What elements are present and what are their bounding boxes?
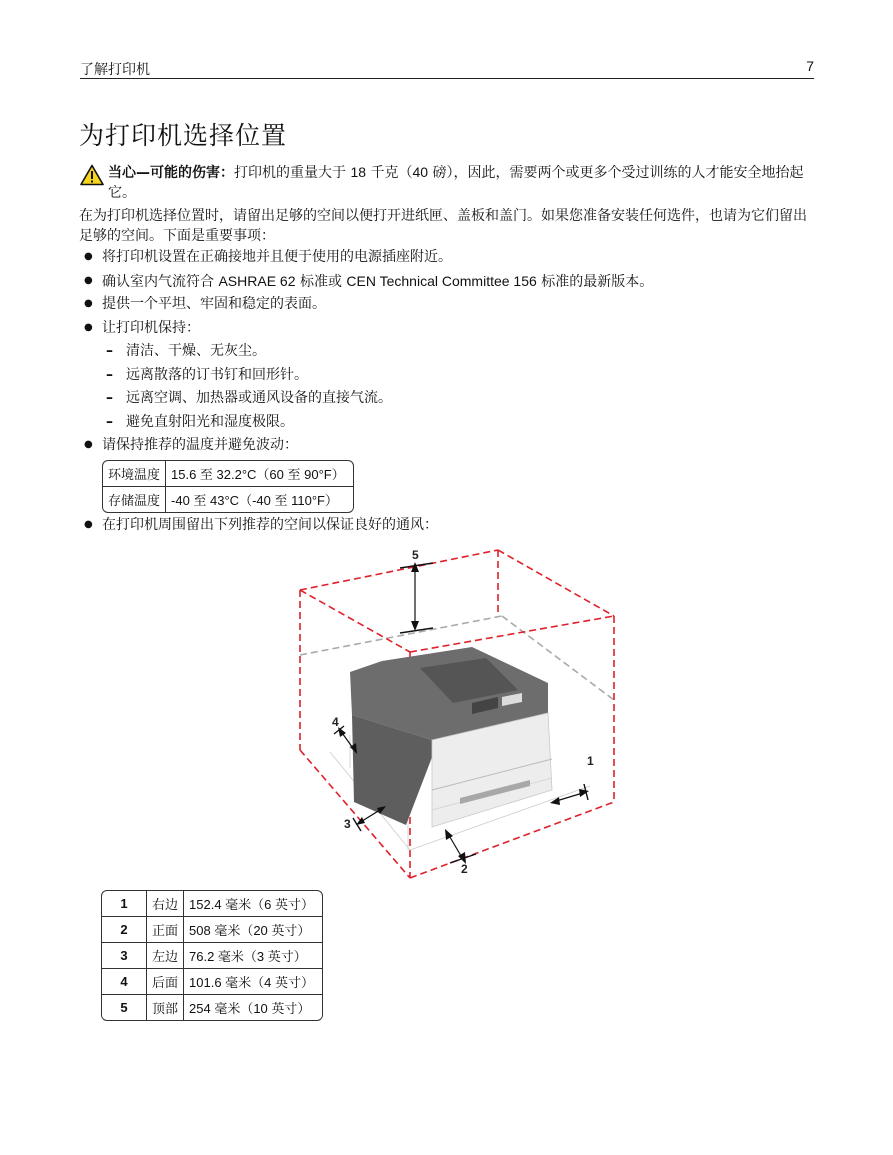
- side-label: 正面: [147, 917, 184, 943]
- clearance-distance: 101.6 毫米（4 英寸）: [184, 969, 322, 995]
- clearance-distance: 508 毫米（20 英寸）: [184, 917, 322, 943]
- caution-label: 当心—可能的伤害：: [108, 165, 234, 181]
- page-number: 7: [806, 58, 814, 74]
- standard-name: CEN Technical Committee 156: [346, 272, 537, 289]
- callout-4: 4: [332, 715, 339, 729]
- callout-1: 1: [587, 754, 594, 768]
- callout-number: 2: [102, 917, 147, 943]
- sub-list: [84, 341, 804, 435]
- sub-list-container: [84, 341, 804, 435]
- side-label: 顶部: [147, 995, 184, 1020]
- callout-number: 1: [102, 891, 147, 917]
- section-title: 为打印机选择位置: [79, 121, 288, 150]
- caution-text-part: 打印机的重量大于: [234, 165, 351, 181]
- printer-clearance-diagram: [290, 540, 630, 880]
- list-item: [84, 271, 804, 295]
- caution-text-part: 千克（: [366, 165, 413, 181]
- table-cell-label: 环境温度: [103, 461, 166, 487]
- callout-number: 4: [102, 969, 147, 995]
- list-item-text: 标准或: [295, 273, 347, 290]
- table-row: [103, 461, 353, 487]
- table-cell-value: -40 至 43°C（-40 至 110°F）: [171, 493, 338, 508]
- callout-5: 5: [412, 548, 419, 562]
- caution-text-part: 磅），因此，需要两个或更多个受过训练的人才能安全地抬起它。: [108, 165, 804, 201]
- side-label: 右边: [147, 891, 184, 917]
- callout-2: 2: [461, 862, 468, 876]
- list-item: ● 在打印机周围留出下列推荐的空间以保证良好的通风：: [84, 515, 438, 535]
- table-row: [102, 969, 322, 995]
- temperature-table: [102, 460, 354, 513]
- table-row: [102, 917, 322, 943]
- weight-kg: 18: [350, 164, 367, 180]
- clearance-distance: 152.4 毫米（6 英寸）: [184, 891, 322, 917]
- table-row: [103, 487, 353, 512]
- sub-list-item: – 清洁、干燥、无灰尘。: [84, 341, 804, 365]
- clearance-distance: 76.2 毫米（3 英寸）: [184, 943, 322, 969]
- callout-3: 3: [344, 817, 351, 831]
- caution-text: [108, 162, 814, 203]
- callout-number: 3: [102, 943, 147, 969]
- table-cell-label: 存储温度: [103, 487, 166, 512]
- running-header: [80, 58, 814, 79]
- side-label: 左边: [147, 943, 184, 969]
- table-row: [102, 943, 322, 969]
- list-item: ● 让打印机保持：: [84, 318, 804, 342]
- printer-illustration: [350, 647, 552, 827]
- clearance-distance: 254 毫米（10 英寸）: [189, 1001, 311, 1016]
- requirements-list: [84, 247, 804, 459]
- list-item-text: 标准的最新版本。: [536, 273, 654, 290]
- side-label: 后面: [147, 969, 184, 995]
- chapter-title: 了解打印机: [80, 62, 150, 78]
- sub-list-item: – 远离空调、加热器或通风设备的直接气流。: [84, 388, 804, 412]
- sub-list-item: – 远离散落的订书钉和回形针。: [84, 365, 804, 389]
- list-item: ● 请保持推荐的温度并避免波动：: [84, 435, 804, 459]
- warning-triangle-icon: [80, 164, 104, 186]
- table-cell-value: 15.6 至 32.2°C（60 至 90°F）: [166, 461, 353, 487]
- list-item-text: 确认室内气流符合: [102, 273, 219, 290]
- table-row: [102, 995, 322, 1020]
- list-item: ● 提供一个平坦、牢固和稳定的表面。: [84, 294, 804, 318]
- weight-lb: 40: [412, 164, 429, 180]
- clearance-table: [101, 890, 323, 1021]
- standard-name: ASHRAE 62: [218, 272, 296, 289]
- callout-number: 5: [102, 995, 147, 1020]
- intro-paragraph: 在为打印机选择位置时，请留出足够的空间以便打开进纸匣、盖板和盖门。如果您准备安装任何选件，也请为它们留出足够的空间。下面是重要事项：: [79, 208, 807, 244]
- list-item: ● 将打印机设置在正确接地并且便于使用的电源插座附近。: [84, 247, 804, 271]
- table-row: [102, 891, 322, 917]
- sub-list-item: – 避免直射阳光和湿度极限。: [84, 412, 804, 436]
